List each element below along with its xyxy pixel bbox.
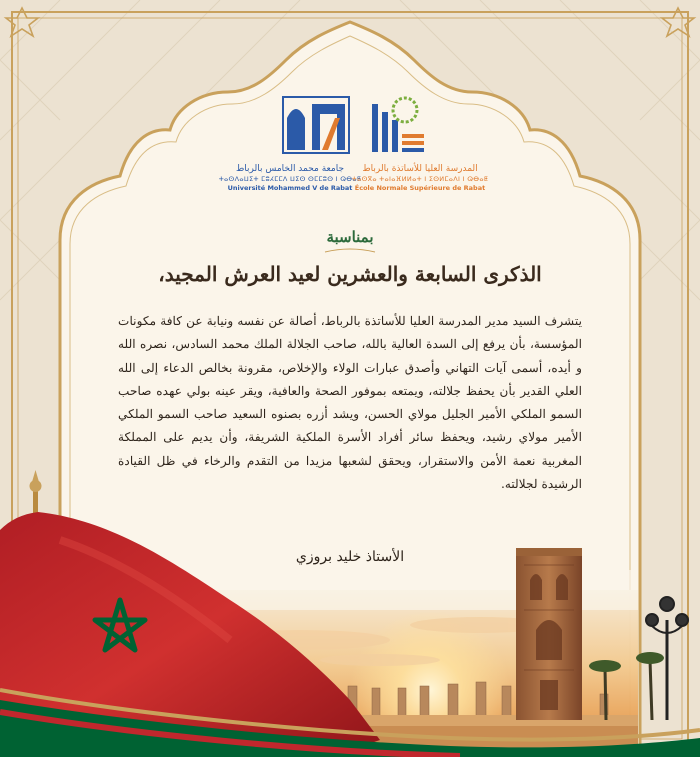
um5-name-ar: جامعة محمد الخامس بالرباط <box>235 164 345 174</box>
hassan-tower-illustration <box>516 548 582 720</box>
um5-name-tifinagh: ⵜⴰⵙⴷⴰⵡⵉⵜ ⵎⵓⵃⵎⵎⴷ ⵡⵉⵙ ⵙⵎⵎⵓⵙ ⵏ ⵕⴱⴰⵟ <box>218 175 362 183</box>
signature: الأستاذ خليد بروزي <box>295 549 405 565</box>
occasion-label: بمناسبة <box>326 228 374 246</box>
ens-name-ar: المدرسة العليا للأساتذة بالرباط <box>362 164 478 174</box>
ens-name-tifinagh: ⵜⴰⵙⴳⴰ ⵜⴰⵏⴰⴼⵍⵍⴰⵜ ⵏ ⵉⵙⵍⵎⴰⴷⵏ ⵏ ⵕⴱⴰⵟ <box>351 175 489 183</box>
message-body: يتشرف السيد مدير المدرسة العليا للأساتذة بالرباط، أصالة عن نفسه ونيابة عن كافة مكونات المؤسسة، بأن يرفع إلى السدة العالية بالله، صاحب الجلالة الملك محمد السادس، نصره الله و أيده، أسمى آيات التهاني وأصدق عبارات الولاء والإخلاص، مقرونة بخالص الدعاء إلى الله العلي القدير بأن يحفظ جلالته، ويمتعه بموفور الصحة والعافية، ويقر عينه بولي عهده صاحب السمو الملكي الأمير الجليل مولاي الحسن، ويشد أزره بصنوه السعيد صاحب السمو الملكي الأمير مولاي رشيد، ويحفظ سائر أفراد الأسرة الملكية الشريفة، وأن يديم على المملكة المغربية نعمة الأمن والاستقرار، ويحقق لشعبها مزيدا من التقدم والرخاء في ظل القيادة الرشيدة لجلالته. <box>118 314 582 492</box>
ens-logo <box>340 164 500 193</box>
um5-name-fr: Université Mohammed V de Rabat <box>227 184 353 192</box>
ens-name-fr: École Normale Supérieure de Rabat <box>354 184 486 192</box>
headline: الذكرى السابعة والعشرين لعيد العرش المجيد، <box>158 262 542 286</box>
